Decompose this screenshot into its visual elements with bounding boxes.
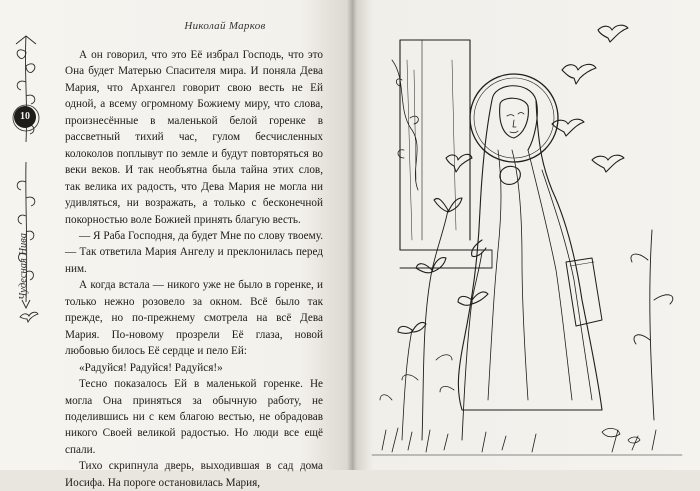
chapter-text [65, 47, 323, 491]
side-book-title: Чудесная Нива [18, 232, 29, 300]
paragraph: А когда встала — никого уже не было в горенке, и только нежно розовело за окном. Всё было так прежде, но по-прежнему смотрела на всё Дева Мария. По-новому прозрели Её глаза, новой любовью билось Её сердце и пело Ей: [65, 279, 323, 358]
book-gutter [347, 0, 357, 470]
illustration-virgin-mary-garden [352, 0, 700, 470]
paragraph: Тесно показалось Ей в маленькой горенке. Не могла Она приняться за обычную работу, не поделившись ни с кем благою вестью, не обрадовав никого Своей великой радостью. Но люди все ещё спали. [65, 378, 323, 456]
paragraph: — Я Раба Господня, да будет Мне по слову твоему. — Так ответила Мария Ангелу и преклонилась перед ним. [65, 229, 323, 275]
paragraph: «Радуйся! Радуйся! Радуйся!» [79, 361, 223, 374]
running-head-author: Николай Марков [184, 20, 266, 32]
small-bird-icon [18, 308, 40, 324]
page-number-badge: 10 [14, 106, 36, 128]
paragraph: А он говорил, что это Её избрал Господь, что это Она будет Матерью Спасителя мира. И поняла Дева Мария, что Архангел говорит свою весть не Ей одной, а всему огромному Божиему миру, что слова, произнесённые в маленькой белой горенке в рассветный тихий час, гулом бесчисленных колоколов поплывут по земле и будут повторяться во веки веков. И так необъятна была тайна этих слов, так велика их радость, что Дева Мария не могла ни удивляться, ни возражать, а только с бесконечной покорностью воле Божией принять благую весть. [65, 49, 323, 226]
paragraph: Тихо скрипнула дверь, выходившая в сад дома Иосифа. На пороге остановилась Мария, [65, 460, 323, 489]
